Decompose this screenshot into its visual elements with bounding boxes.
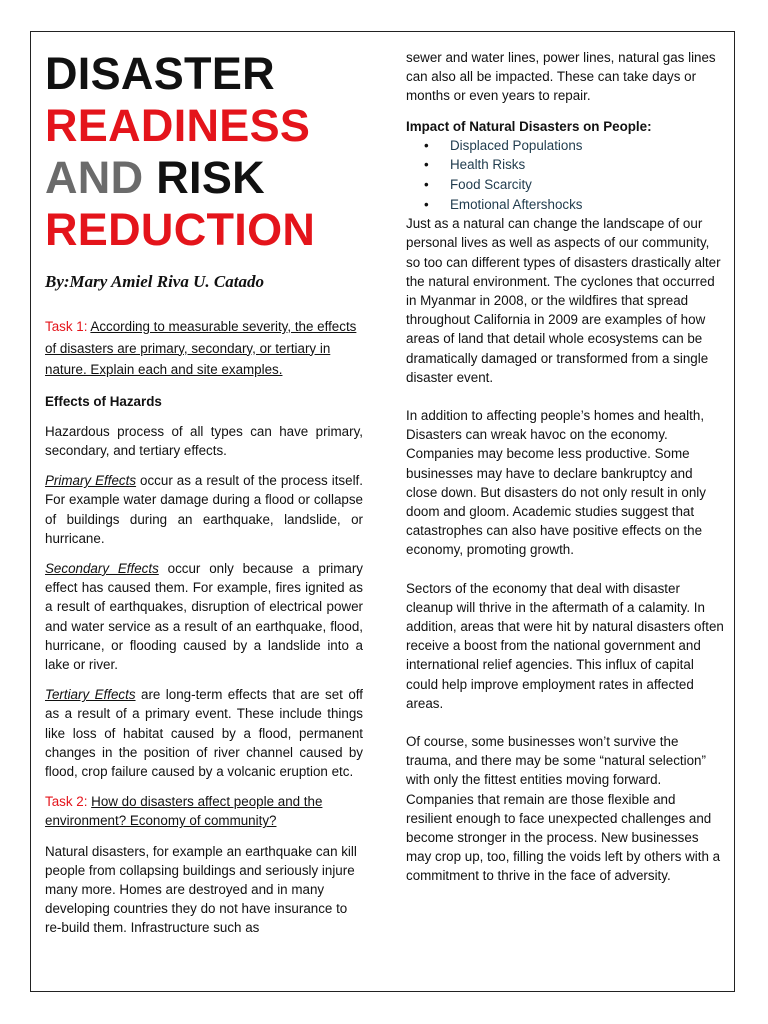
effects-intro: Hazardous process of all types can have primary, secondary, and tertiary effects.	[45, 423, 363, 458]
impact-item-displaced: • Displaced Populations	[424, 136, 724, 156]
title-line-disaster: DISASTER	[45, 48, 275, 99]
businesses-paragraph: Of course, some businesses won’t survive the trauma, and there may be some “natural selection” with only the fittest entities moving forward. Companies that remain are those flexible and resilient enough to face unexpected challenges and become stronger in the process. New businesses may crop up, too, filling the voids left by others with a commitment to thrive in the face of adversity.	[406, 734, 721, 884]
impact-item-health: • Health Risks	[424, 155, 724, 175]
task2-text: How do disasters affect people and the environment? Economy of community?	[45, 794, 323, 829]
primary-effects-paragraph	[45, 471, 363, 548]
environment-paragraph: Just as a natural can change the landscape of our personal lives as well as aspects of our community, so too can different types of disasters drastically alter the natural environment. The cyclones that occurred in Myanmar in 2008, or the wildfires that spread throughout California in 2009 are examples of how areas of land that detail whole ecosystems can be dramatically damaged or transformed from a single disaster event.	[406, 216, 721, 385]
document-title	[45, 48, 363, 256]
secondary-effects-paragraph	[45, 559, 363, 674]
right-column	[406, 48, 724, 886]
impact-list	[406, 136, 724, 214]
title-line-and-risk	[45, 152, 363, 204]
primary-effects-text: occur as a result of the process itself. For example water damage during a flood or collapse of buildings during an earthquake, landslide, or hurricane.	[45, 473, 363, 546]
task2-label: Task 2:	[45, 794, 88, 810]
left-column	[45, 48, 363, 938]
title-word-and: AND	[45, 152, 144, 203]
title-word-risk: RISK	[156, 152, 265, 203]
task1-text: According to measurable severity, the effects of disasters are primary, secondary, or tertiary in nature. Explain each and site examples.	[45, 319, 357, 377]
natural-disasters-paragraph: Natural disasters, for example an earthquake can kill people from collapsing buildings and seriously injure many more. Homes are destroyed and in many developing countries they do not have insurance to re-build them. Infrastructure such as	[45, 843, 357, 936]
task1-label: Task 1:	[45, 319, 88, 334]
primary-effects-term: Primary Effects	[45, 473, 137, 489]
impact-item-food: • Food Scarcity	[424, 175, 724, 195]
economy-paragraph: In addition to affecting people’s homes and health, Disasters can wreak havoc on the economy. Companies may become less productive. Some businesses may have to declare bankruptcy and close down. But disasters do not only result in only doom and gloom. Academic studies suggest that catastrophes can also have positive effects on the economy, promoting growth.	[406, 408, 706, 558]
author-byline: By:Mary Amiel Riva U. Catado	[45, 272, 264, 291]
effects-heading: Effects of Hazards	[45, 393, 162, 409]
tertiary-effects-term: Tertiary Effects	[45, 687, 136, 703]
title-line-readiness: READINESS	[45, 100, 311, 151]
task2-paragraph	[45, 792, 363, 830]
tertiary-effects-paragraph	[45, 685, 363, 781]
sectors-paragraph: Sectors of the economy that deal with disaster cleanup will thrive in the aftermath of a calamity. In addition, areas that were hit by natural disasters often receive a boost from the national government and international relief agencies. This influx of capital could help improve employment rates in affected areas.	[406, 580, 724, 711]
impact-item-emotional: • Emotional Aftershocks	[424, 195, 724, 215]
secondary-effects-term: Secondary Effects	[45, 560, 159, 576]
impact-heading: Impact of Natural Disasters on People:	[406, 118, 652, 134]
infrastructure-continuation: sewer and water lines, power lines, natural gas lines can also all be impacted. These can take days or months or even years to repair.	[406, 50, 716, 104]
tertiary-effects-text: are long-term effects that are set off as a result of a primary event. These include things like loss of habitat caused by a flood, permanent changes in the position of river channel caused by flood, crop failure caused by a volcanic eruption etc.	[45, 687, 364, 779]
title-line-reduction: REDUCTION	[45, 204, 316, 255]
task1-paragraph	[45, 316, 363, 381]
secondary-effects-text: occur only because a primary effect has caused them. For example, fires ignited as a result of earthquakes, disruption of electrical power and water service as a result of an earthquake, flood, hurricane, or flooding caused by a landslide into a lake or river.	[45, 560, 364, 672]
